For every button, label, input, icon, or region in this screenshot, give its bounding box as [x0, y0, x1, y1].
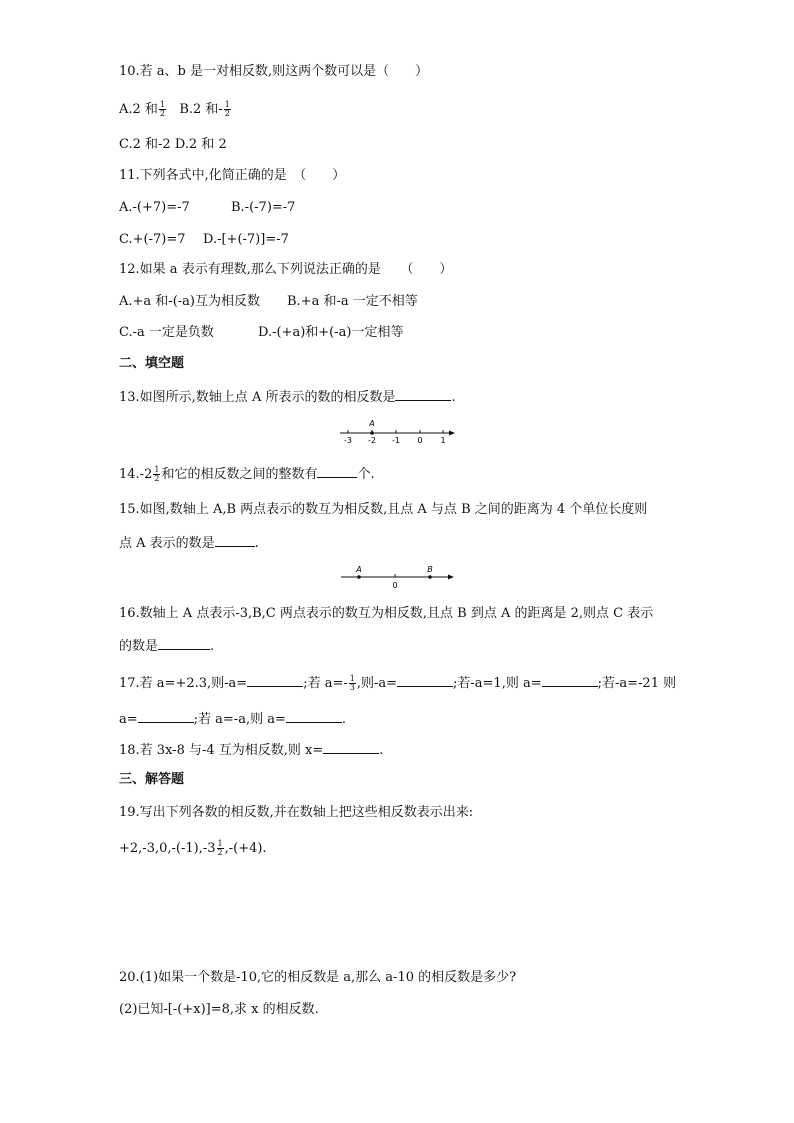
q17-line2: a= ;若 a=-a,则 a= . — [119, 712, 347, 727]
q15-origin-label: 0 — [392, 581, 398, 590]
q10-fraction-b: $\frac{1}{2}$ — [224, 100, 230, 118]
q10-option-a: A.2 和 — [119, 102, 158, 117]
q12-option-a: A.+a 和-(-a)互为相反数 — [119, 294, 260, 309]
q11-option-d: D.-[+(-7)]=-7 — [203, 232, 289, 247]
q13-tick-label: -1 — [392, 436, 400, 445]
q13-point-a — [370, 431, 374, 435]
q13-point-a-label: A — [369, 419, 375, 428]
q10-stem: 10.若 a、b 是一对相反数,则这两个数可以是（ ） — [119, 64, 429, 79]
q13-tick-label: 0 — [417, 436, 423, 445]
q11-option-c: C.+(-7)=7 — [119, 232, 186, 247]
q18-stem: 18.若 3x-8 与-4 互为相反数,则 x= . — [119, 743, 384, 758]
q17-blank-5[interactable] — [286, 710, 342, 723]
q12-option-b: B.+a 和-a 一定不相等 — [287, 294, 418, 309]
q19-stem: 19.写出下列各数的相反数,并在数轴上把这些相反数表示出来: — [119, 805, 474, 820]
q10-options-cd: C.2 和-2 D.2 和 2 — [119, 137, 227, 152]
q19-fraction: $\frac{1}{2}$ — [217, 839, 223, 857]
q15-line1: 15.如图,数轴上 A,B 两点表示的数互为相反数,且点 A 与点 B 之间的距离为 4 个单位长度则 — [119, 502, 648, 517]
q14-answer-blank[interactable] — [317, 465, 357, 478]
q13-stem: 13.如图所示,数轴上点 A 所表示的数的相反数是 . — [119, 390, 456, 405]
q13-answer-blank[interactable] — [395, 388, 451, 401]
q17-blank-1[interactable] — [247, 674, 303, 687]
q17-blank-2[interactable] — [397, 674, 453, 687]
q10-options-ab — [119, 101, 232, 118]
q11-option-b: B.-(-7)=-7 — [231, 200, 296, 215]
q17-blank-4[interactable] — [138, 710, 194, 723]
q16-line1: 16.数轴上 A 点表示-3,B,C 两点表示的数互为相反数,且点 B 到点 A 的距离是 2,则点 C 表示 — [119, 606, 654, 621]
q20-part2: (2)已知-[-(+x)]=8,求 x 的相反数. — [119, 1002, 319, 1017]
section-heading-solve: 三、解答题 — [119, 772, 185, 787]
q12-stem: 12.如果 a 表示有理数,那么下列说法正确的是 （ ） — [119, 262, 453, 277]
q13-tick-label: 1 — [440, 436, 446, 445]
q12-option-d: D.-(+a)和+(-a)一定相等 — [258, 325, 404, 340]
q15-answer-blank[interactable] — [215, 534, 255, 547]
q11-option-a: A.-(+7)=-7 — [119, 200, 190, 215]
q16-answer-blank[interactable] — [158, 637, 210, 650]
q14-fraction: $\frac{1}{2}$ — [154, 465, 160, 483]
q14-stem: 14.-2 $\frac{1}{2}$ 和它的相反数之间的整数有 个. — [119, 465, 375, 483]
q20-part1: 20.(1)如果一个数是-10,它的相反数是 a,那么 a-10 的相反数是多少? — [119, 970, 517, 985]
section-heading-fill-in: 二、填空题 — [119, 356, 185, 371]
q17-fraction: $\frac{1}{3}$ — [349, 674, 355, 692]
q19-numbers: +2,-3,0,-(-1),-3 $\frac{1}{2}$ ,-(+4). — [119, 839, 267, 857]
q16-line2: 的数是 . — [119, 639, 215, 654]
q15-point-b-label: B — [427, 565, 433, 574]
q10-option-b: B.2 和- — [179, 102, 223, 117]
q12-option-c: C.-a 一定是负数 — [119, 325, 214, 340]
q15-number-line — [338, 563, 460, 593]
q17-blank-3[interactable] — [542, 674, 598, 687]
q17-line1: 17.若 a=+2.3,则-a= ;若 a=- $\frac{1}{3}$ ,则-a= ;若-a=1,则 a= ;若-a=-21 则 — [119, 674, 677, 692]
q13-number-line — [335, 416, 460, 446]
q10-fraction-a: $\frac{1}{2}$ — [159, 100, 166, 118]
q15-point-a-label: A — [356, 565, 362, 574]
q13-tick-label: -2 — [368, 436, 376, 445]
q13-tick-label: -3 — [344, 436, 352, 445]
q11-stem: 11.下列各式中,化简正确的是 （ ） — [119, 168, 346, 183]
q15-point-b — [428, 575, 432, 579]
q18-answer-blank[interactable] — [323, 741, 379, 754]
q15-point-a — [357, 575, 361, 579]
q15-line2: 点 A 表示的数是 . — [119, 536, 259, 551]
